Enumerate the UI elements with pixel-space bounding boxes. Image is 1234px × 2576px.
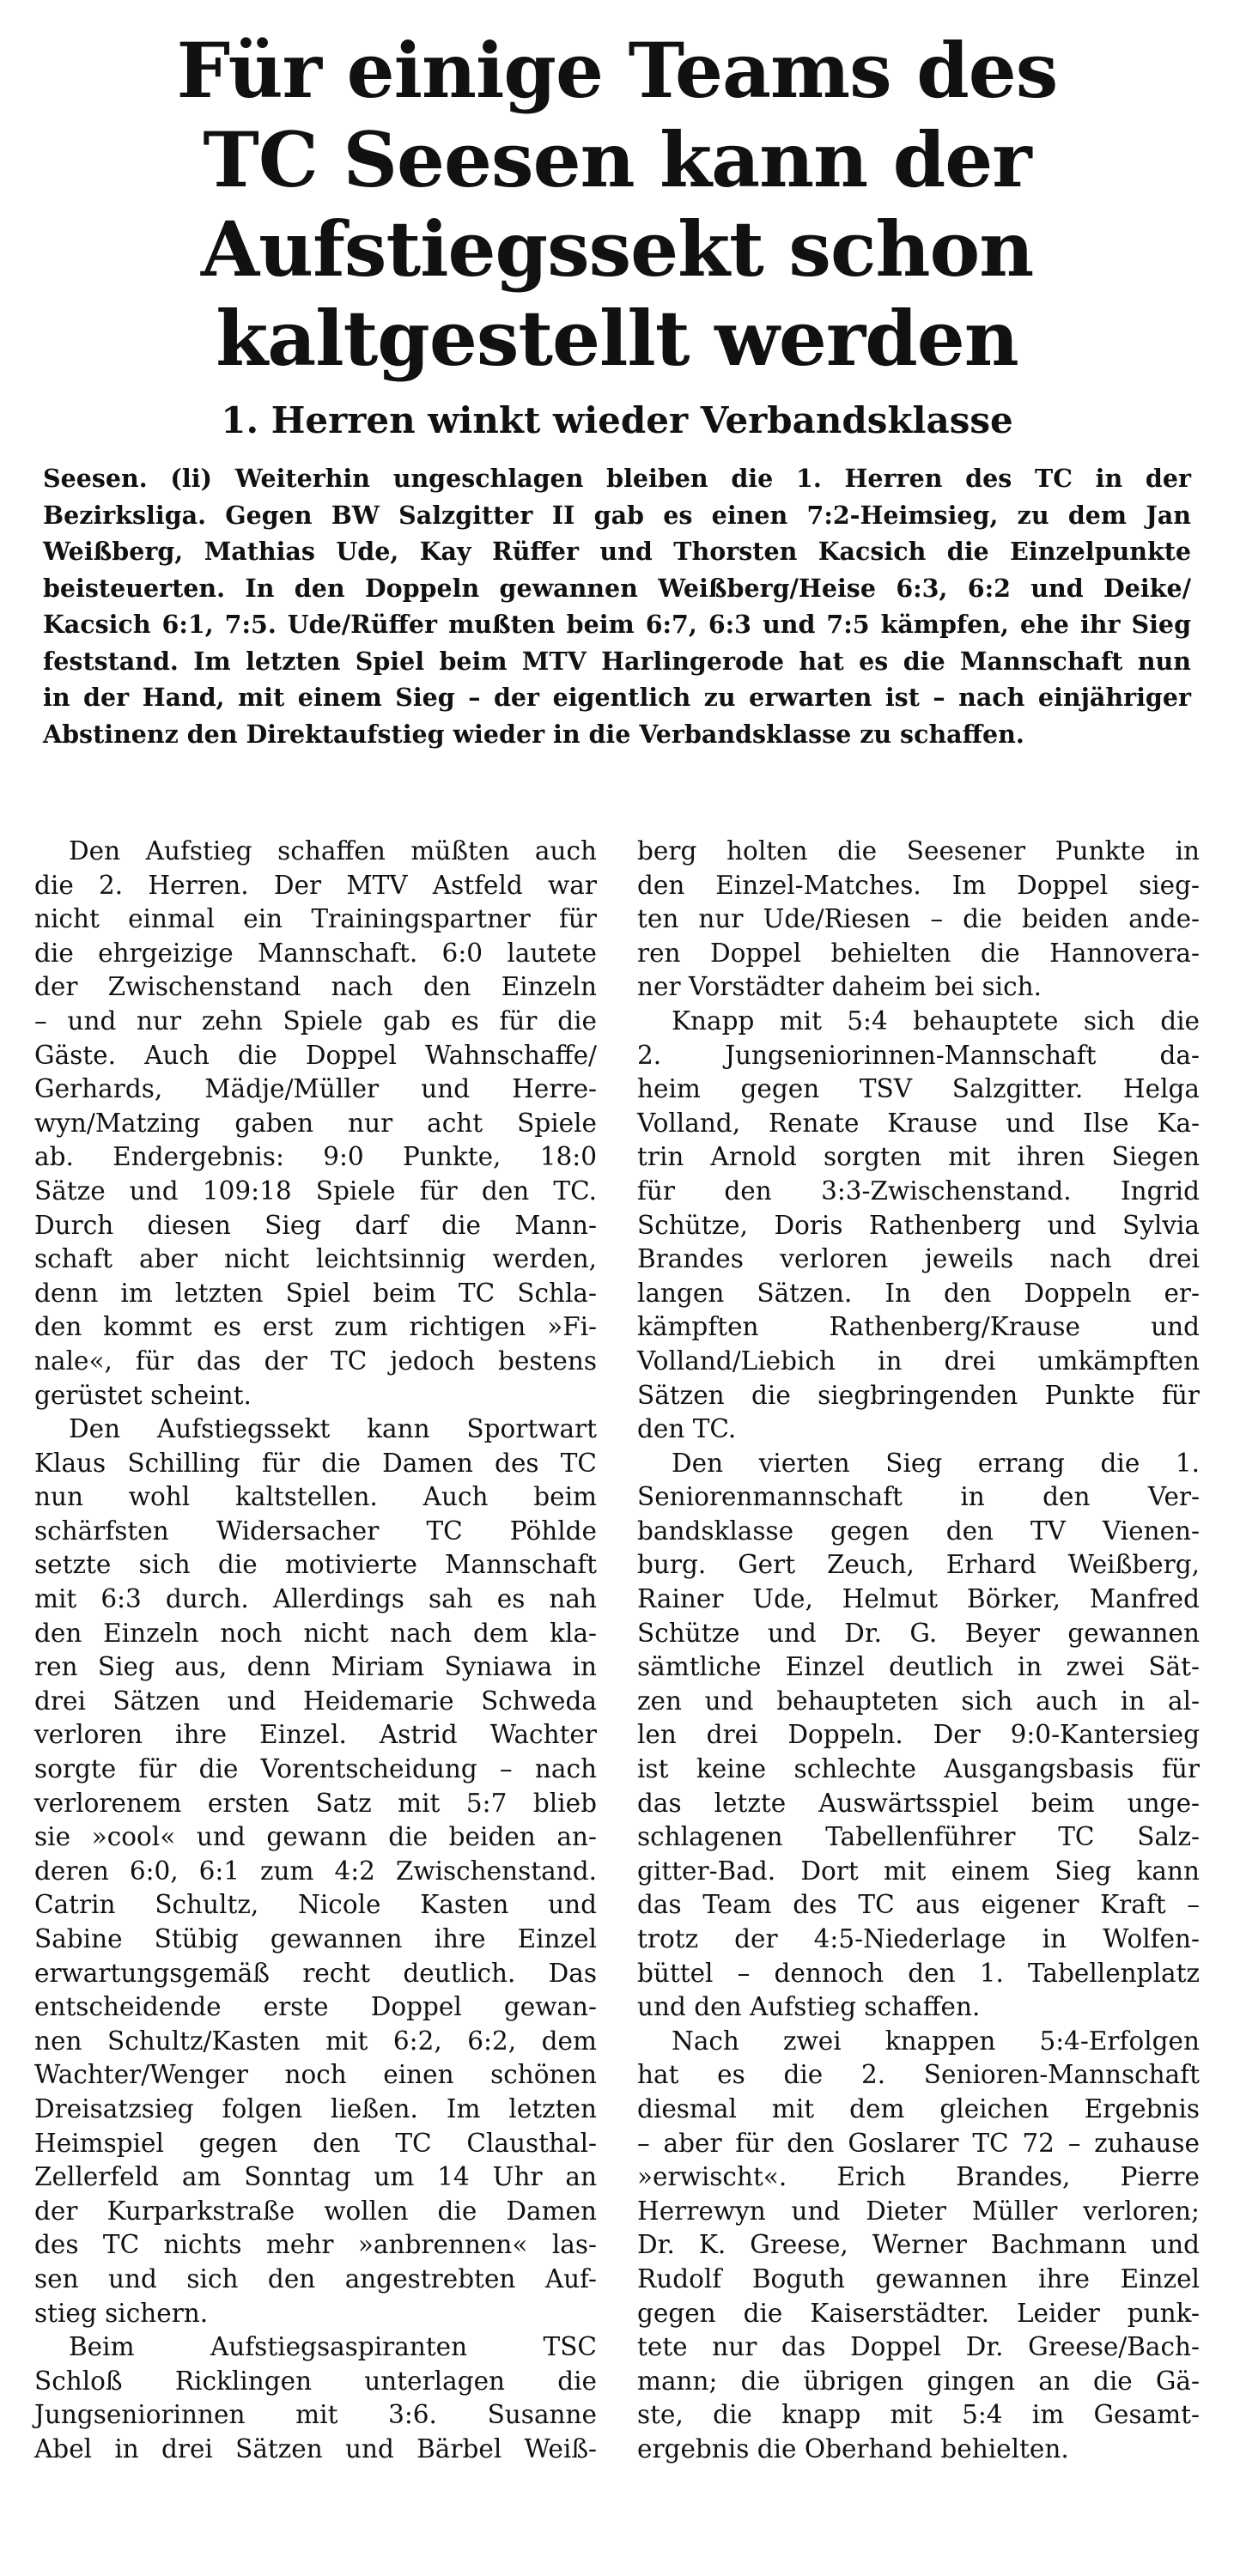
subheadline: 1. Herren winkt wieder Verbandsklasse bbox=[221, 399, 1013, 441]
body-text-line: Brandes verloren jeweils nach drei bbox=[637, 1244, 1200, 1274]
body-text-line: stieg sichern. bbox=[34, 2298, 209, 2328]
body-text-line: sen und sich den angestrebten Auf- bbox=[34, 2263, 597, 2293]
body-text-line: drei Sätzen und Heidemarie Schweda bbox=[34, 1686, 597, 1716]
body-text-line: Sätze und 109:18 Spiele für den TC. bbox=[34, 1176, 597, 1206]
body-text-line: Dr. K. Greese, Werner Bachmann und bbox=[637, 2230, 1200, 2260]
column-right bbox=[637, 835, 1200, 2467]
body-text-line: Schütze, Doris Rathenberg und Sylvia bbox=[637, 1210, 1200, 1240]
body-text-line: nen Schultz/Kasten mit 6:2, 6:2, dem bbox=[34, 2026, 597, 2056]
headline-line: TC Seesen kann der bbox=[203, 115, 1031, 204]
body-text-line: die ehrgeizige Mannschaft. 6:0 lautete bbox=[34, 938, 597, 968]
body-text-line: Dreisatzsieg folgen ließen. Im letzten bbox=[34, 2093, 597, 2123]
body-text-line: der Kurparkstraße wollen die Damen bbox=[34, 2196, 597, 2226]
headline-line: Für einige Teams des bbox=[176, 26, 1058, 115]
body-text-line: nicht einmal ein Trainingspartner für bbox=[34, 904, 597, 934]
body-text-line: ist keine schlechte Ausgangsbasis für bbox=[637, 1754, 1200, 1784]
body-text-line: des TC nichts mehr »anbrennen« las- bbox=[34, 2230, 597, 2260]
body-text-line: Den Aufstieg schaffen müßten auch bbox=[69, 836, 597, 866]
body-text-line: und den Aufstieg schaffen. bbox=[637, 1992, 981, 2022]
body-text-line: deren 6:0, 6:1 zum 4:2 Zwischenstand. bbox=[34, 1856, 597, 1886]
body-text-line: trotz der 4:5-Niederlage in Wolfen- bbox=[637, 1924, 1200, 1953]
headline bbox=[34, 26, 1200, 383]
body-text-line: ren Sieg aus, denn Miriam Syniawa in bbox=[34, 1652, 597, 1682]
body-text-line: den TC. bbox=[637, 1414, 737, 1444]
body-text-line: schaft aber nicht leichtsinnig werden, bbox=[34, 1244, 597, 1274]
body-text-line: Wachter/Wenger noch einen schönen bbox=[34, 2060, 597, 2090]
headline-line: kaltgestellt werden bbox=[216, 294, 1018, 383]
body-text-line: »erwischt«. Erich Brandes, Pierre bbox=[637, 2162, 1200, 2192]
body-text-line: langen Sätzen. In den Doppeln er- bbox=[637, 1278, 1200, 1308]
body-text-line: der Zwischenstand nach den Einzeln bbox=[34, 972, 597, 1002]
body-text-line: das Team des TC aus eigener Kraft – bbox=[637, 1890, 1200, 1920]
body-text-line: Nach zwei knappen 5:4-Erfolgen bbox=[672, 2026, 1200, 2056]
body-text-line: diesmal mit dem gleichen Ergebnis bbox=[637, 2093, 1200, 2123]
body-text-line: entscheidende erste Doppel gewan- bbox=[34, 1992, 597, 2022]
lead-paragraph bbox=[43, 460, 1191, 752]
body-text-line: Abel in drei Sätzen und Bärbel Weiß- bbox=[34, 2433, 597, 2464]
body-text-line: Volland/Liebich in drei umkämpften bbox=[637, 1346, 1200, 1376]
body-text-line: das letzte Auswärtsspiel beim unge- bbox=[637, 1788, 1200, 1818]
body-text-line: Jungseniorinnen mit 3:6. Susanne bbox=[34, 2400, 597, 2430]
body-text-line: ab. Endergebnis: 9:0 Punkte, 18:0 bbox=[34, 1142, 597, 1172]
body-text-line: büttel – dennoch den 1. Tabellenplatz bbox=[637, 1958, 1200, 1988]
body-text-line: ner Vorstädter daheim bei sich. bbox=[637, 972, 1042, 1002]
body-text-line: verloren ihre Einzel. Astrid Wachter bbox=[34, 1720, 597, 1750]
body-text-line: den Einzel-Matches. Im Doppel sieg- bbox=[637, 870, 1200, 900]
body-text-line: wyn/Matzing gaben nur acht Spiele bbox=[34, 1108, 597, 1138]
body-text-line: den Einzeln noch nicht nach dem kla- bbox=[34, 1618, 597, 1648]
body-text-line: nun wohl kaltstellen. Auch beim bbox=[34, 1482, 597, 1512]
headline-line: Aufstiegssekt schon bbox=[200, 204, 1034, 294]
body-text-line: schärfsten Widersacher TC Pöhlde bbox=[34, 1516, 597, 1546]
body-text-line: erwartungsgemäß recht deutlich. Das bbox=[34, 1958, 597, 1988]
body-text-line: bandsklasse gegen den TV Vienen- bbox=[637, 1516, 1200, 1546]
lead-line: in der Hand, mit einem Sieg – der eigentlich zu erwarten ist – nach einjähriger bbox=[43, 683, 1191, 712]
body-text-line: Seniorenmannschaft in den Ver- bbox=[637, 1482, 1200, 1512]
body-text-line: Durch diesen Sieg darf die Mann- bbox=[34, 1210, 597, 1240]
body-text-line: denn im letzten Spiel beim TC Schla- bbox=[34, 1278, 597, 1308]
body-text-line: – aber für den Goslarer TC 72 – zuhause bbox=[637, 2128, 1200, 2158]
body-columns bbox=[34, 835, 1200, 2467]
body-text-line: ste, die knapp mit 5:4 im Gesamt- bbox=[637, 2400, 1200, 2430]
body-text-line: Rudolf Boguth gewannen ihre Einzel bbox=[637, 2263, 1200, 2293]
body-text-line: Knapp mit 5:4 behauptete sich die bbox=[672, 1005, 1200, 1036]
body-text-line: burg. Gert Zeuch, Erhard Weißberg, bbox=[637, 1550, 1200, 1580]
body-text-line: Zellerfeld am Sonntag um 14 Uhr an bbox=[34, 2162, 597, 2192]
lead-line: Weißberg, Mathias Ude, Kay Rüffer und Thorsten Kacsich die Einzelpunkte bbox=[43, 537, 1191, 566]
body-text-line: – und nur zehn Spiele gab es für die bbox=[34, 1005, 597, 1036]
body-text-line: Volland, Renate Krause und Ilse Ka- bbox=[637, 1108, 1200, 1138]
body-text-line: gerüstet scheint. bbox=[34, 1380, 252, 1410]
body-text-line: Catrin Schultz, Nicole Kasten und bbox=[34, 1890, 597, 1920]
body-text-line: verlorenem ersten Satz mit 5:7 blieb bbox=[34, 1788, 597, 1818]
body-text-line: Schloß Ricklingen unterlagen die bbox=[34, 2366, 597, 2396]
lead-line: Bezirksliga. Gegen BW Salzgitter II gab es einen 7:2-Heimsieg, zu dem Jan bbox=[43, 500, 1191, 530]
body-text-line: trin Arnold sorgten mit ihren Siegen bbox=[637, 1142, 1200, 1172]
body-text-line: tete nur das Doppel Dr. Greese/Bach- bbox=[637, 2332, 1200, 2362]
body-text-line: zen und behaupteten sich auch in al- bbox=[637, 1686, 1200, 1716]
body-text-line: gegen die Kaiserstädter. Leider punk- bbox=[637, 2298, 1200, 2328]
body-text-line: den kommt es erst zum richtigen »Fi- bbox=[34, 1312, 597, 1342]
body-text-line: für den 3:3-Zwischenstand. Ingrid bbox=[637, 1176, 1200, 1206]
body-text-line: len drei Doppeln. Der 9:0-Kantersieg bbox=[637, 1720, 1200, 1750]
body-text-line: Gerhards, Mädje/Müller und Herre- bbox=[34, 1074, 597, 1104]
body-text-line: gitter-Bad. Dort mit einem Sieg kann bbox=[637, 1856, 1200, 1886]
body-text-line: Beim Aufstiegsaspiranten TSC bbox=[69, 2332, 597, 2362]
body-text-line: Sätzen die siegbringenden Punkte für bbox=[637, 1380, 1200, 1410]
body-text-line: sämtliche Einzel deutlich in zwei Sät- bbox=[637, 1652, 1200, 1682]
body-text-line: berg holten die Seesener Punkte in bbox=[637, 836, 1200, 866]
body-text-line: hat es die 2. Senioren-Mannschaft bbox=[637, 2060, 1200, 2090]
body-text-line: Schütze und Dr. G. Beyer gewannen bbox=[637, 1618, 1200, 1648]
body-text-line: Rainer Ude, Helmut Börker, Manfred bbox=[637, 1584, 1200, 1614]
body-text-line: ren Doppel behielten die Hannovera- bbox=[637, 938, 1200, 968]
body-text-line: schlagenen Tabellenführer TC Salz- bbox=[637, 1822, 1200, 1852]
body-text-line: Den Aufstiegssekt kann Sportwart bbox=[69, 1414, 597, 1444]
body-text-line: Heimspiel gegen den TC Clausthal- bbox=[34, 2128, 597, 2158]
body-text-line: Sabine Stübig gewannen ihre Einzel bbox=[34, 1924, 597, 1953]
body-text-line: Gäste. Auch die Doppel Wahnschaffe/ bbox=[34, 1040, 597, 1070]
body-text-line: sorgte für die Vorentscheidung – nach bbox=[34, 1754, 597, 1784]
body-text-line: Klaus Schilling für die Damen des TC bbox=[34, 1448, 597, 1478]
lead-line: Seesen. (li) Weiterhin ungeschlagen bleiben die 1. Herren des TC in der bbox=[43, 464, 1191, 493]
body-text-line: mit 6:3 durch. Allerdings sah es nah bbox=[34, 1584, 597, 1614]
body-text-line: nale«, für das der TC jedoch bestens bbox=[34, 1346, 597, 1376]
body-text-line: 2. Jungseniorinnen-Mannschaft da- bbox=[637, 1040, 1200, 1070]
lead-line: feststand. Im letzten Spiel beim MTV Harlingerode hat es die Mannschaft nun bbox=[43, 646, 1191, 676]
body-text-line: kämpften Rathenberg/Krause und bbox=[637, 1312, 1200, 1342]
body-text-line: Den vierten Sieg errang die 1. bbox=[672, 1448, 1200, 1478]
lead-line: beisteuerten. In den Doppeln gewannen Weißberg/Heise 6:3, 6:2 und Deike/ bbox=[43, 573, 1191, 603]
body-text-line: ergebnis die Oberhand behielten. bbox=[637, 2433, 1069, 2464]
body-text-line: setzte sich die motivierte Mannschaft bbox=[34, 1550, 597, 1580]
body-text-line: sie »cool« und gewann die beiden an- bbox=[34, 1822, 597, 1852]
body-text-line: mann; die übrigen gingen an die Gä- bbox=[637, 2366, 1200, 2396]
body-text-line: die 2. Herren. Der MTV Astfeld war bbox=[34, 870, 597, 900]
body-text-line: Herrewyn und Dieter Müller verloren; bbox=[637, 2196, 1200, 2226]
lead-line: Abstinenz den Direktaufstieg wieder in die Verbandsklasse zu schaffen. bbox=[43, 719, 1024, 749]
body-text-line: ten nur Ude/Riesen – die beiden ande- bbox=[637, 904, 1200, 934]
column-left bbox=[34, 835, 597, 2467]
lead-line: Kacsich 6:1, 7:5. Ude/Rüffer mußten beim 6:7, 6:3 und 7:5 kämpfen, ehe ihr Sieg bbox=[43, 610, 1191, 639]
body-text-line: heim gegen TSV Salzgitter. Helga bbox=[637, 1074, 1200, 1104]
